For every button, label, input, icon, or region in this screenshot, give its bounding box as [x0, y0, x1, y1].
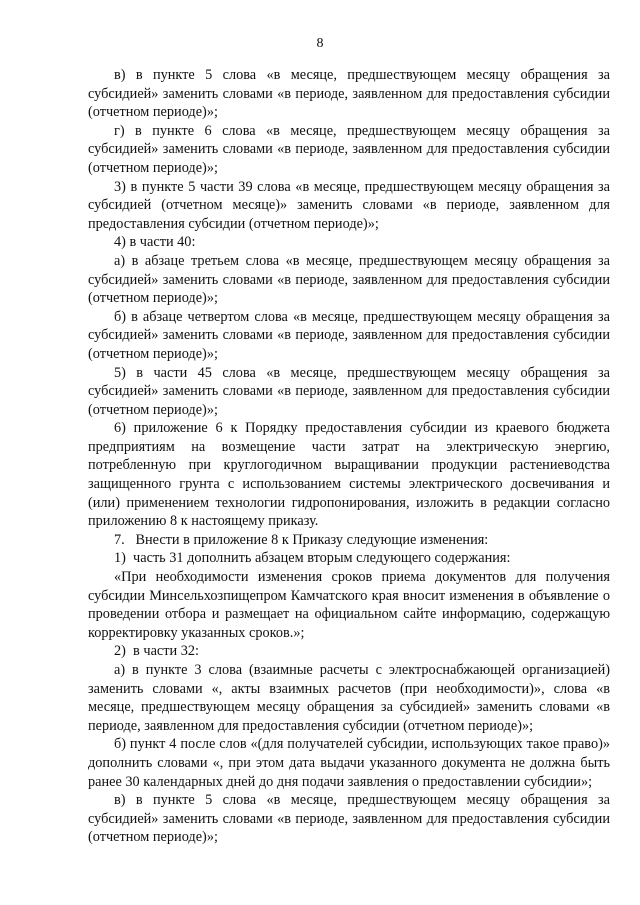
paragraph: г) в пункте 6 слова «в месяце, предшествующем месяцу обращения за субсидией» заменить словами «в периоде, заявленном для предоставления субсидии (отчетном периоде)»;: [88, 122, 610, 176]
paragraph: 4) в части 40:: [114, 234, 196, 251]
document-body: [88, 66, 610, 847]
paragraph: в) в пункте 5 слова «в месяце, предшествующем месяцу обращения за субсидией» заменить словами «в периоде, заявленном для предоставления субсидии (отчетном периоде)»;: [88, 792, 610, 846]
paragraph: 2) в части 32:: [114, 643, 200, 660]
paragraph: «При необходимости изменения сроков приема документов для получения субсидии Минсельхозпищепром Камчатского края вносит изменения в объявление о проведении отбора и размещает на официальном сайте информацию, содержащую корректировку указанных сроков.»;: [88, 569, 610, 641]
page-number: 8: [316, 36, 324, 51]
paragraph: 1) часть 31 дополнить абзацем вторым следующего содержания:: [114, 550, 511, 567]
paragraph: а) в пункте 3 слова (взаимные расчеты с электроснабжающей организацией) заменить словами «, акты взаимных расчетов (при необходимости)», слова «в месяце, предшествующем месяцу обращения за субсидией» заменить словами «в периоде, заявленном для предоставления субсидии (отчетном периоде)»;: [88, 662, 610, 734]
paragraph: а) в абзаце третьем слова «в месяце, предшествующем месяцу обращения за субсидией» заменить словами «в периоде, заявленном для предоставления субсидии (отчетном периоде)»;: [88, 252, 610, 307]
paragraph: б) пункт 4 после слов «(для получателей субсидии, использующих такое право)» дополнить словами «, при этом дата выдачи указанного документа не должна быть ранее 30 календарных дней до дня подачи заявления о предоставлении субсидии»;: [88, 736, 610, 790]
paragraph: 6) приложение 6 к Порядку предоставления субсидии из краевого бюджета предприятиям на возмещение части затрат на электрическую энергию, потребленную при круглогодичном выращивании продукции растениеводства защищенного грунта с использованием системы электрического досвечивания и (или) применением технологии гидропонирования, изложить в редакции согласно приложению 8 к настоящему приказу.: [88, 420, 610, 530]
paragraph: 5) в части 45 слова «в месяце, предшествующем месяцу обращения за субсидией» заменить словами «в периоде, заявленном для предоставления субсидии (отчетном периоде)»;: [88, 364, 610, 418]
paragraph: 3) в пункте 5 части 39 слова «в месяце, предшествующем месяцу обращения за субсидией (отчетном месяце)» заменить словами «в периоде, заявленном для предоставления субсидии (отчетном периоде)»;: [88, 178, 610, 232]
paragraph: 7. Внести в приложение 8 к Приказу следующие изменения:: [114, 531, 489, 548]
paragraph: в) в пункте 5 слова «в месяце, предшествующем месяцу обращения за субсидией» заменить словами «в периоде, заявленном для предоставления субсидии (отчетном периоде)»;: [88, 67, 610, 121]
paragraph: б) в абзаце четвертом слова «в месяце, предшествующем месяцу обращения за субсидией» заменить словами «в периоде, заявленном для предоставления субсидии (отчетном периоде)»;: [88, 308, 610, 362]
